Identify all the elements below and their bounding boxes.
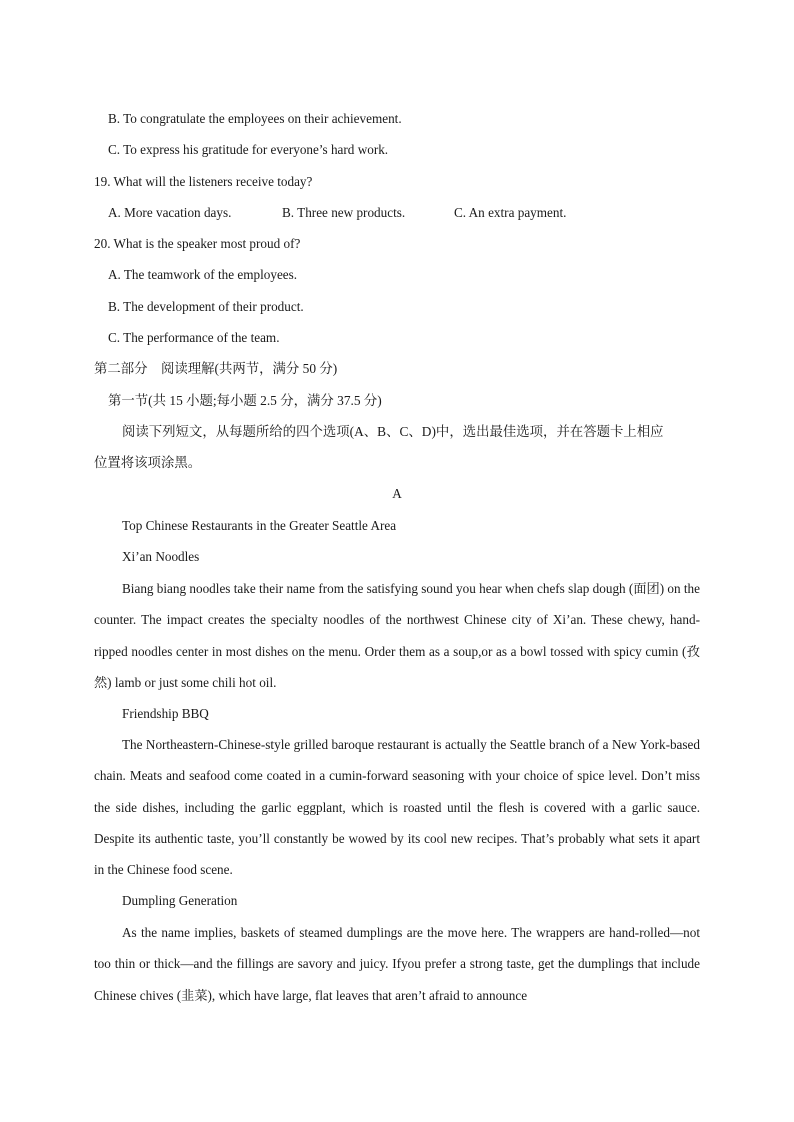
- q18-option-b: B. To congratulate the employees on their achievement.: [108, 111, 402, 126]
- restaurant-paragraph-3: As the name implies, baskets of steamed dumplings are the move here. The wrappers are hand-rolled—not too thin or thick—and the fillings are savory and juicy. Ifyou prefer a strong taste, get the dumplings that include Chinese chives (韭菜), which have large, flat leaves that aren’t afraid to announce: [94, 925, 700, 1003]
- restaurant-name-3: Dumpling Generation: [122, 893, 238, 908]
- q19-stem: 19. What will the listeners receive today?: [94, 174, 313, 189]
- instruction-line-1: 阅读下列短文，从每题所给的四个选项(A、B、C、D)中，选出最佳选项，并在答题卡上相应: [122, 424, 664, 439]
- instruction-line-2: 位置将该项涂黑。: [94, 455, 202, 470]
- q19-option-c: C. An extra payment.: [454, 205, 567, 220]
- restaurant-name-2: Friendship BBQ: [122, 706, 209, 721]
- q20-option-c: C. The performance of the team.: [108, 330, 280, 345]
- passage-label: A: [392, 486, 402, 501]
- section-heading: 第二部分 阅读理解(共两节，满分 50 分): [94, 361, 338, 376]
- q20-option-a: A. The teamwork of the employees.: [108, 267, 298, 282]
- q18-option-c: C. To express his gratitude for everyone’s hard work.: [108, 142, 389, 157]
- section-subheading: 第一节(共 15 小题;每小题 2.5 分，满分 37.5 分): [108, 393, 382, 408]
- restaurant-paragraph-2: The Northeastern-Chinese-style grilled baroque restaurant is actually the Seattle branch of a New York-based chain. Meats and seafood come coated in a cumin-forward seasoning with your choice of spice level. Don’t miss the side dishes, including the garlic eggplant, which is roasted until the flesh is covered with a garlic sauce. Despite its authentic taste, you’ll constantly be wowed by its cool new recipes. That’s probably what sets it apart in the Chinese food scene.: [94, 737, 700, 878]
- q19-option-b: B. Three new products.: [282, 205, 406, 220]
- q20-stem: 20. What is the speaker most proud of?: [94, 236, 301, 251]
- restaurant-name-1: Xi’an Noodles: [122, 549, 200, 564]
- passage-title: Top Chinese Restaurants in the Greater Seattle Area: [122, 518, 397, 533]
- q19-option-a: A. More vacation days.: [108, 205, 232, 220]
- restaurant-paragraph-1: Biang biang noodles take their name from the satisfying sound you hear when chefs slap dough (面团) on the counter. The impact creates the specialty noodles of the northwest Chinese city of Xi’an. These chewy, hand-ripped noodles center in most dishes on the menu. Order them as a soup,or as a bowl tossed with spicy cumin (孜然) lamb or just some chili hot oil.: [94, 581, 700, 690]
- q20-option-b: B. The development of their product.: [108, 299, 304, 314]
